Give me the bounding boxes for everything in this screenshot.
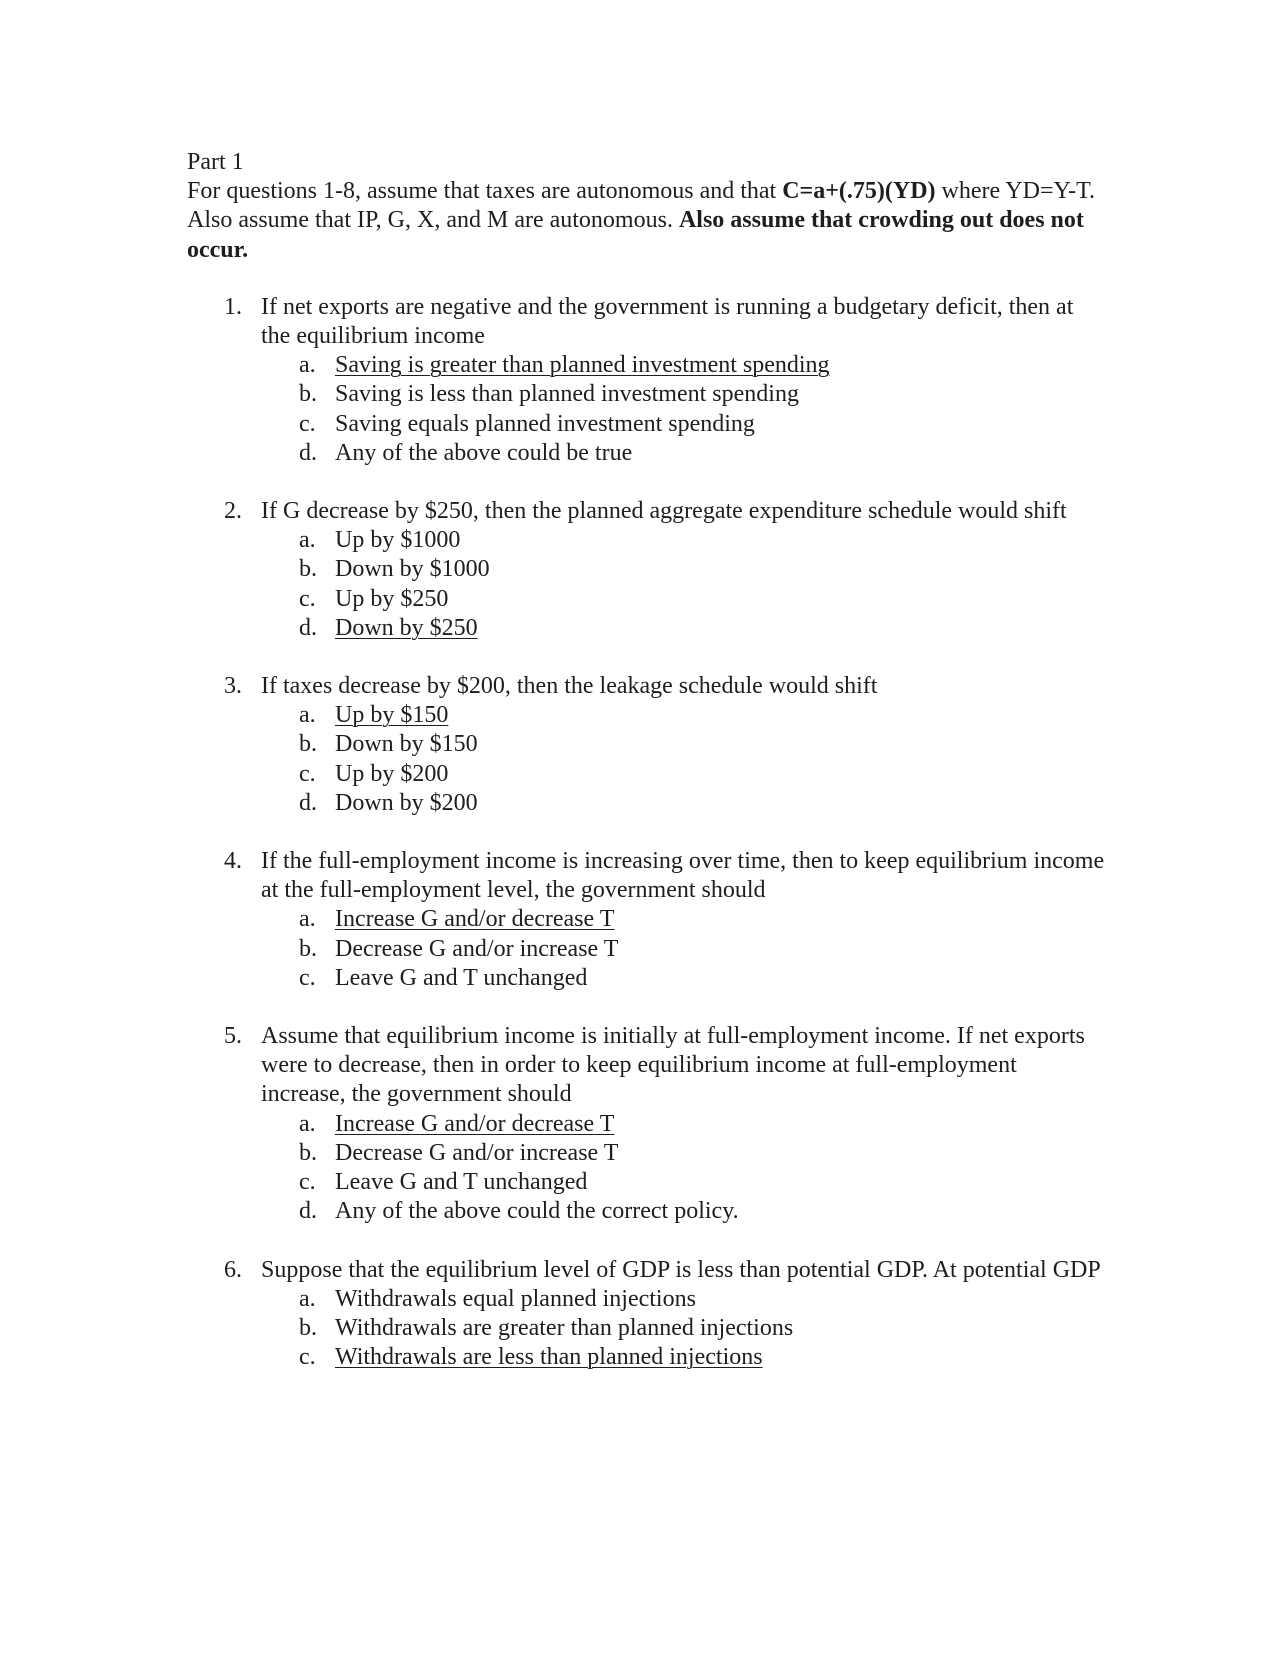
answer-options — [261, 905, 1107, 993]
question-4 — [187, 847, 1107, 993]
answer-option-correct — [261, 351, 1107, 380]
intro-section — [187, 148, 1107, 265]
option-letter: a. — [299, 527, 316, 554]
option-letter: a. — [299, 906, 316, 933]
intro-text-1: For questions 1-8, assume that taxes are autonomous and that — [187, 178, 783, 205]
part-title: Part 1 — [187, 149, 244, 175]
option-text: Any of the above could the correct policy. — [335, 1198, 739, 1225]
answer-option — [261, 730, 1107, 759]
option-text: Up by $200 — [335, 760, 449, 787]
question-text: If taxes decrease by $200, then the leakage schedule would shift — [261, 673, 878, 700]
option-text: Leave G and T unchanged — [335, 1169, 588, 1196]
answer-option-correct — [261, 905, 1107, 934]
question-text: Assume that equilibrium income is initially at full-employment income. If net exports were to decrease, then in order to keep equilibrium income at full-employment increase, the government should — [261, 1023, 1085, 1108]
option-letter: c. — [299, 585, 316, 612]
question-number: 1. — [224, 293, 242, 320]
option-text: Down by $150 — [335, 731, 478, 758]
answer-option — [261, 526, 1107, 555]
option-letter: b. — [299, 731, 317, 758]
option-letter: d. — [299, 614, 317, 641]
answer-option — [261, 789, 1107, 818]
question-list — [187, 293, 1107, 1373]
answer-option — [261, 1139, 1107, 1168]
option-letter: b. — [299, 935, 317, 962]
option-text: Decrease G and/or increase T — [335, 935, 619, 962]
option-text: Any of the above could be true — [335, 439, 633, 466]
answer-options — [261, 1285, 1107, 1373]
option-letter: a. — [299, 352, 316, 379]
answer-option — [261, 964, 1107, 993]
option-text: Decrease G and/or increase T — [335, 1139, 619, 1166]
option-text: Up by $1000 — [335, 527, 461, 554]
option-text: Increase G and/or decrease T — [335, 1110, 615, 1137]
answer-option — [261, 585, 1107, 614]
option-letter: a. — [299, 702, 316, 729]
consumption-formula: C=a+(.75)(YD) — [782, 178, 936, 205]
answer-option-correct — [261, 1110, 1107, 1139]
intro-paragraph — [187, 177, 1107, 265]
document-page — [187, 148, 1107, 1401]
question-6 — [187, 1256, 1107, 1373]
question-text: If the full-employment income is increasing over time, then to keep equilibrium income at the full-employment level, the government should — [261, 848, 1105, 904]
question-text: Suppose that the equilibrium level of GDP is less than potential GDP. At potential GDP — [261, 1256, 1101, 1283]
option-letter: c. — [299, 1169, 316, 1196]
answer-option — [261, 935, 1107, 964]
option-letter: a. — [299, 1285, 316, 1312]
question-number: 2. — [224, 498, 242, 525]
option-text: Saving is greater than planned investment spending — [335, 352, 830, 379]
intro-text-2: where YD=Y-T. Also assume that IP, G, X, and M are autonomous. — [187, 178, 1096, 234]
option-text: Down by $250 — [335, 614, 478, 641]
answer-option — [261, 380, 1107, 409]
answer-option — [261, 1314, 1107, 1343]
answer-option — [261, 410, 1107, 439]
question-number: 4. — [224, 848, 242, 875]
answer-option-correct — [261, 614, 1107, 643]
option-text: Withdrawals are less than planned injections — [335, 1344, 763, 1371]
question-number: 3. — [224, 673, 242, 700]
option-text: Increase G and/or decrease T — [335, 906, 615, 933]
option-letter: c. — [299, 964, 316, 991]
question-3 — [187, 672, 1107, 818]
option-letter: d. — [299, 789, 317, 816]
option-letter: b. — [299, 556, 317, 583]
option-letter: c. — [299, 760, 316, 787]
question-text: If G decrease by $250, then the planned aggregate expenditure schedule would shift — [261, 498, 1067, 525]
option-text: Down by $200 — [335, 789, 478, 816]
option-letter: c. — [299, 410, 316, 437]
option-text: Saving equals planned investment spending — [335, 410, 755, 437]
answer-option — [261, 1197, 1107, 1226]
answer-options — [261, 701, 1107, 818]
option-letter: b. — [299, 1139, 317, 1166]
option-letter: b. — [299, 1314, 317, 1341]
option-text: Saving is less than planned investment spending — [335, 381, 799, 408]
answer-options — [261, 351, 1107, 468]
answer-option — [261, 1285, 1107, 1314]
option-letter: b. — [299, 381, 317, 408]
option-text: Up by $250 — [335, 585, 449, 612]
question-2 — [187, 497, 1107, 643]
answer-options — [261, 526, 1107, 643]
option-letter: d. — [299, 1198, 317, 1225]
option-text: Leave G and T unchanged — [335, 964, 588, 991]
question-number: 6. — [224, 1256, 242, 1283]
answer-option — [261, 555, 1107, 584]
option-letter: a. — [299, 1110, 316, 1137]
option-text: Withdrawals are greater than planned injections — [335, 1314, 794, 1341]
option-text: Withdrawals equal planned injections — [335, 1285, 696, 1312]
option-text: Down by $1000 — [335, 556, 490, 583]
answer-option-correct — [261, 1343, 1107, 1372]
answer-options — [261, 1110, 1107, 1227]
answer-option-correct — [261, 701, 1107, 730]
option-letter: c. — [299, 1344, 316, 1371]
crowding-out-assumption: Also assume that crowding out does not occur. — [187, 207, 1084, 263]
answer-option — [261, 439, 1107, 468]
question-5 — [187, 1022, 1107, 1226]
question-1 — [187, 293, 1107, 468]
option-text: Up by $150 — [335, 702, 449, 729]
question-text: If net exports are negative and the government is running a budgetary deficit, then at the equilibrium income — [261, 293, 1074, 350]
question-number: 5. — [224, 1023, 242, 1050]
option-letter: d. — [299, 439, 317, 466]
answer-option — [261, 1168, 1107, 1197]
answer-option — [261, 760, 1107, 789]
